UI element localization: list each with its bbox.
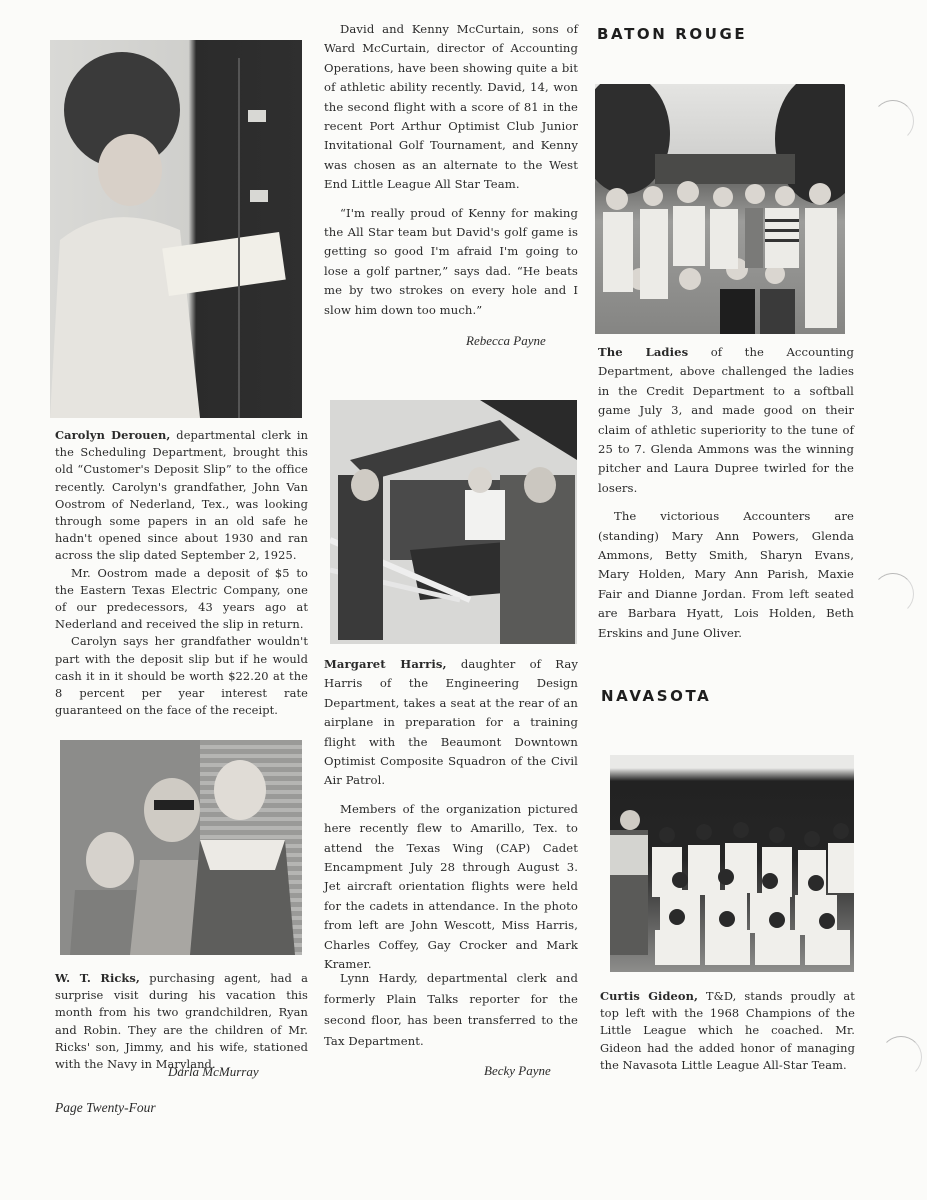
photo-carolyn-derouen	[50, 40, 302, 418]
airplane-illustration	[330, 400, 577, 644]
punch-hole-mark	[872, 100, 914, 142]
photo-margaret-harris-airplane	[330, 400, 577, 644]
signature-becky-payne: Becky Payne	[484, 1063, 551, 1078]
caption-accounting-ladies: The Ladies of the Accounting Department, above challenged the ladies in the Credit Department to a softball game July 3, and made good on their claim of athletic superiority to the tune of 25 to 7. Glenda Ammons was the winning pitcher and Laura Dupree twirled for the losers. The victorious Accounters are (standing) Mary Ann Powers, Glenda Ammons, Betty Smith, Sharyn Evans, Mary Holden, Mary Ann Parish, Maxie Fair and Dianne Jordan. From left seated are Barbara Hyatt, Lois Holden, Beth Erskins and June Oliver.	[598, 345, 854, 640]
article-mccurtain: David and Kenny McCurtain, sons of Ward McCurtain, director of Accounting Operations, have been showing quite a bit of athletic ability recently. David, 14, won the second flight with a score of 81 in the recent Port Arthur Optimist Club Junior Invitational Golf Tournament, and Kenny was chosen as an alternate to the West End Little League All Star Team. “I'm really proud of Kenny for making the All Star team but David's golf game is getting so good I'm afraid I'm going to lose a golf partner,” says dad. “He beats me by two strokes on every hole and I slow him down too much.”	[324, 22, 578, 317]
signature-darla-mcmurray: Darla McMurray	[168, 1064, 259, 1079]
caption-margaret-harris: Margaret Harris, daughter of Ray Harris of the Engineering Design Department, takes a seat at the rear of an airplane in preparation for a training flight with the Beaumont Downtown Optimist Composite Squadron of the Civil Air Patrol. Members of the organization pictured here recently flew to Amarillo, Tex. to attend the Texas Wing (CAP) Cadet Encampment July 28 through August 3. Jet aircraft orientation flights were held for the cadets in attendance. In the photo from left are John Wescott, Miss Harris, Charles Coffey, Gay Crocker and Mark Kramer.	[324, 657, 579, 972]
photo-ricks-grandchildren	[60, 740, 302, 955]
photo-accounting-ladies	[595, 84, 845, 334]
family-illustration	[60, 740, 302, 955]
article-lynn-hardy: Lynn Hardy, departmental clerk and formerly Plain Talks reporter for the second floor, has been transferred to the Tax Department.	[324, 971, 578, 1048]
caption-lead: Carolyn Derouen,	[55, 428, 171, 442]
caption-ricks: W. T. Ricks, purchasing agent, had a surprise visit during his vacation this month from his two grandchildren, Ryan and Robin. They are the children of Mr. Ricks' son, Jimmy, and his wife, stationed with the Navy in Maryland.	[55, 971, 308, 1072]
photo-little-league-champions	[610, 755, 854, 972]
punch-hole-mark	[872, 573, 914, 615]
signature-rebecca-payne: Rebecca Payne	[466, 333, 546, 348]
punch-hole-mark	[880, 1036, 922, 1078]
page-number-label: Page Twenty-Four	[55, 1100, 156, 1115]
caption-curtis-gideon: Curtis Gideon, T&D, stands proudly at top left with the 1968 Champions of the Little League which he coached. Mr. Gideon had the added honor of managing the Navasota Little League All-Star Team.	[600, 989, 855, 1072]
section-heading-navasota: NAVASOTA	[601, 687, 712, 705]
baseball-team-illustration	[610, 755, 854, 972]
section-heading-baton-rouge: BATON ROUGE	[597, 25, 748, 43]
portrait-illustration	[50, 40, 302, 418]
team-illustration	[595, 84, 845, 334]
caption-carolyn-derouen: Carolyn Derouen, departmental clerk in the Scheduling Department, brought this old “Customer's Deposit Slip” to the office recently. Carolyn's grandfather, John Van Oostrom of Nederland, Tex., was looking through some papers in an old safe he hadn't opened since about 1930 and ran across the slip dated September 2, 1925. Mr. Oostrom made a deposit of $5 to the Eastern Texas Electric Company, one of our predecessors, 43 years ago at Nederland and received the slip in return. Carolyn says her grandfather wouldn't part with the deposit slip but if he would cash it in it should be worth $22.20 at the 8 percent per year interest rate guaranteed on the face of the receipt.	[55, 428, 308, 718]
